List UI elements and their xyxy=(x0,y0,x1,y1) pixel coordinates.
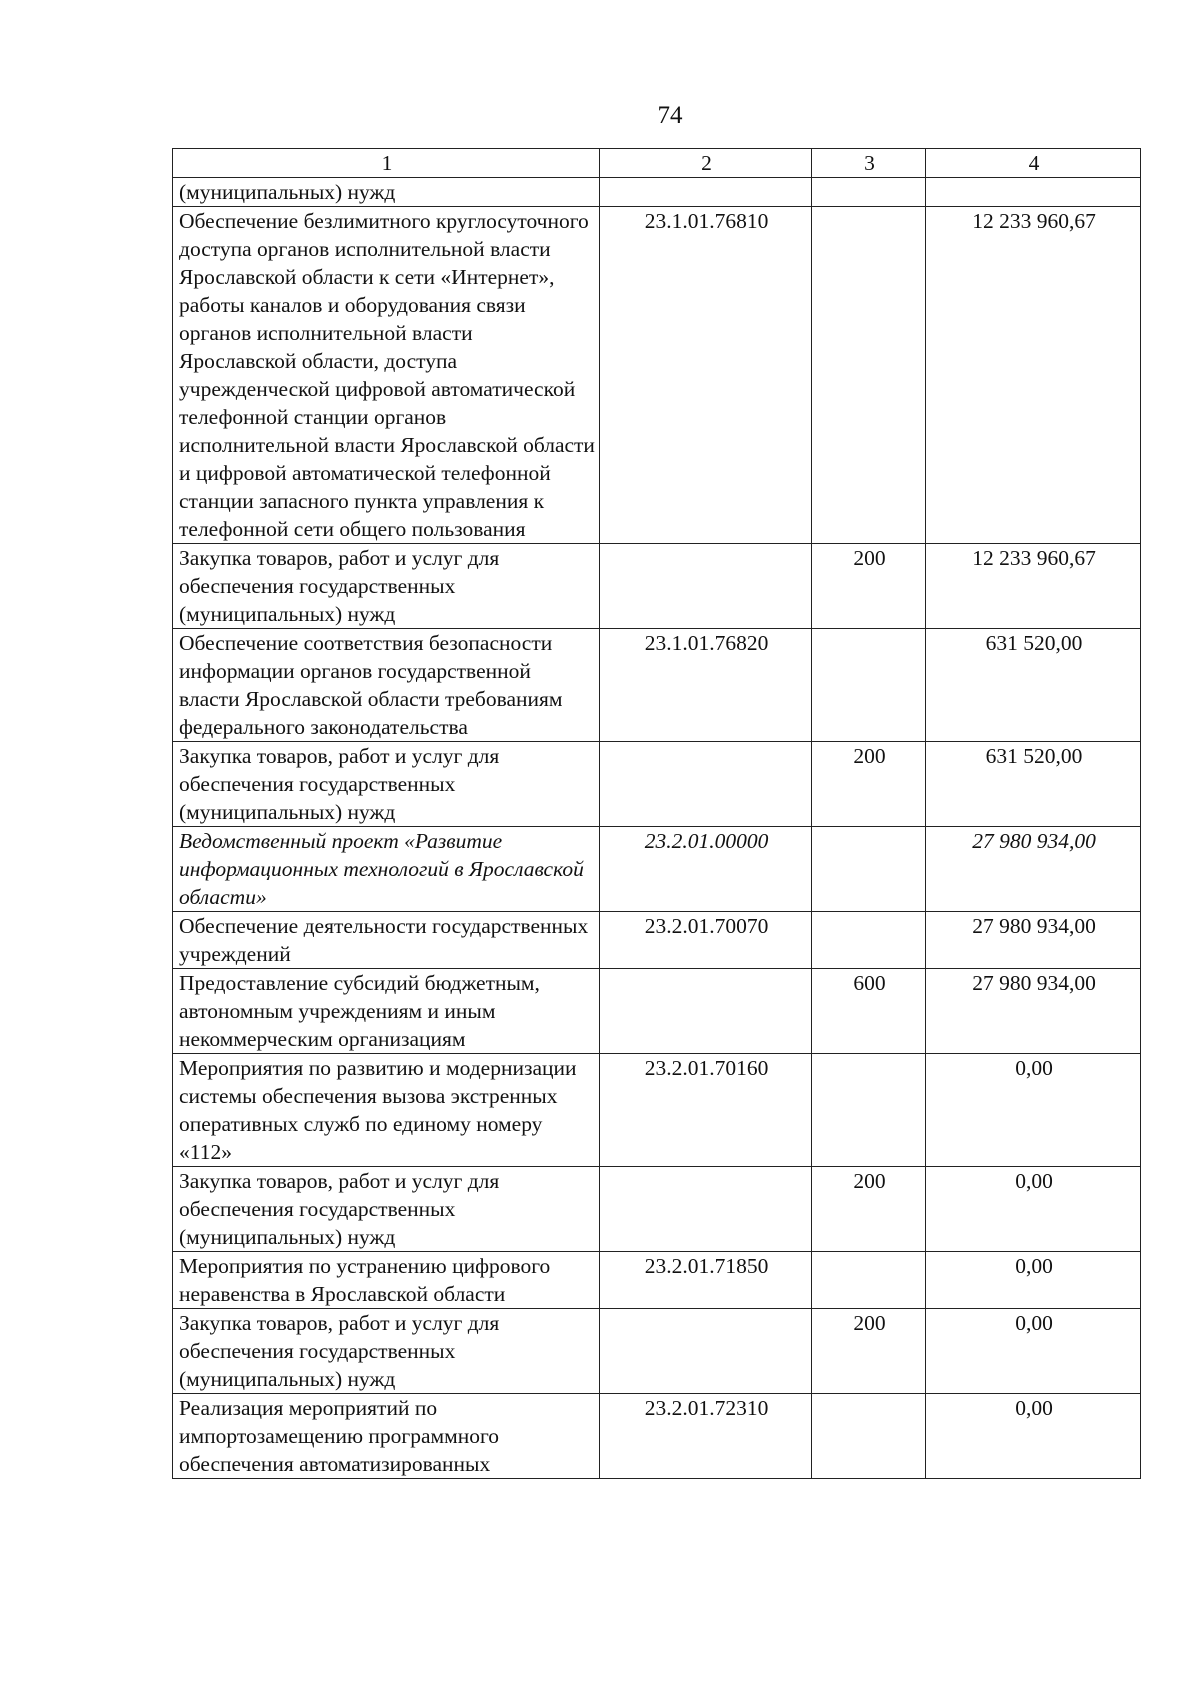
row-amount-cell: 27 980 934,00 xyxy=(926,969,1141,1054)
table-row xyxy=(173,1167,1141,1252)
table-row xyxy=(173,1394,1141,1479)
row-type-cell xyxy=(812,827,926,912)
row-amount-cell: 0,00 xyxy=(926,1252,1141,1309)
row-amount-cell: 12 233 960,67 xyxy=(926,544,1141,629)
row-name-cell: Закупка товаров, работ и услуг для обеспечения государственных (муниципальных) нужд xyxy=(173,544,600,629)
row-amount-cell: 27 980 934,00 xyxy=(926,912,1141,969)
table-row xyxy=(173,742,1141,827)
column-number-2: 2 xyxy=(600,149,812,178)
table-row xyxy=(173,207,1141,544)
row-amount-cell: 0,00 xyxy=(926,1167,1141,1252)
row-code-cell: 23.2.01.70070 xyxy=(600,912,812,969)
row-code-cell xyxy=(600,969,812,1054)
row-name-cell: Мероприятия по развитию и модернизации системы обеспечения вызова экстренных оперативных служб по единому номеру «112» xyxy=(173,1054,600,1167)
row-name-cell: Закупка товаров, работ и услуг для обеспечения государственных (муниципальных) нужд xyxy=(173,742,600,827)
row-type-cell xyxy=(812,912,926,969)
row-code-cell: 23.2.01.71850 xyxy=(600,1252,812,1309)
row-name-cell: Мероприятия по устранению цифрового неравенства в Ярославской области xyxy=(173,1252,600,1309)
page-number: 74 xyxy=(657,102,683,129)
row-name-cell: Ведомственный проект «Развитие информационных технологий в Ярославской области» xyxy=(173,827,600,912)
row-name-cell: Обеспечение безлимитного круглосуточного доступа органов исполнительной власти Ярославской области к сети «Интернет», работы каналов и оборудования связи органов исполнительной власти Ярославской области, доступа учрежденческой цифровой автоматической телефонной станции органов исполнительной власти Ярославской области и цифровой автоматической телефонной станции запасного пункта управления к телефонной сети общего пользования xyxy=(173,207,600,544)
table-row-project xyxy=(173,827,1141,912)
row-code-cell xyxy=(600,1167,812,1252)
row-type-cell xyxy=(812,178,926,207)
row-amount-cell: 27 980 934,00 xyxy=(926,827,1141,912)
column-number-1: 1 xyxy=(173,149,600,178)
row-code-cell: 23.2.01.72310 xyxy=(600,1394,812,1479)
table-row xyxy=(173,1309,1141,1394)
row-code-cell xyxy=(600,178,812,207)
table-header-row xyxy=(173,149,1141,178)
row-amount-cell: 0,00 xyxy=(926,1309,1141,1394)
row-code-cell: 23.2.01.00000 xyxy=(600,827,812,912)
table-row xyxy=(173,1252,1141,1309)
row-name-cell: (муниципальных) нужд xyxy=(173,178,600,207)
row-type-cell: 200 xyxy=(812,742,926,827)
table-row xyxy=(173,544,1141,629)
row-name-cell: Реализация мероприятий по импортозамещению программного обеспечения автоматизированных xyxy=(173,1394,600,1479)
row-code-cell: 23.1.01.76820 xyxy=(600,629,812,742)
row-code-cell xyxy=(600,742,812,827)
row-type-cell: 200 xyxy=(812,1167,926,1252)
row-type-cell xyxy=(812,629,926,742)
row-type-cell: 200 xyxy=(812,1309,926,1394)
table-row xyxy=(173,1054,1141,1167)
row-amount-cell: 631 520,00 xyxy=(926,742,1141,827)
table-row xyxy=(173,629,1141,742)
row-amount-cell xyxy=(926,178,1141,207)
table-row xyxy=(173,969,1141,1054)
column-number-3: 3 xyxy=(812,149,926,178)
row-name-cell: Закупка товаров, работ и услуг для обеспечения государственных (муниципальных) нужд xyxy=(173,1309,600,1394)
row-code-cell xyxy=(600,1309,812,1394)
table-row xyxy=(173,912,1141,969)
row-amount-cell: 631 520,00 xyxy=(926,629,1141,742)
row-type-cell: 200 xyxy=(812,544,926,629)
row-type-cell xyxy=(812,1054,926,1167)
row-type-cell xyxy=(812,207,926,544)
row-code-cell xyxy=(600,544,812,629)
row-name-cell: Обеспечение деятельности государственных учреждений xyxy=(173,912,600,969)
row-amount-cell: 0,00 xyxy=(926,1054,1141,1167)
row-name-cell: Обеспечение соответствия безопасности информации органов государственной власти Ярославской области требованиям федерального законодательства xyxy=(173,629,600,742)
row-type-cell xyxy=(812,1252,926,1309)
row-amount-cell: 12 233 960,67 xyxy=(926,207,1141,544)
row-name-cell: Закупка товаров, работ и услуг для обеспечения государственных (муниципальных) нужд xyxy=(173,1167,600,1252)
row-type-cell: 600 xyxy=(812,969,926,1054)
row-amount-cell: 0,00 xyxy=(926,1394,1141,1479)
row-code-cell: 23.1.01.76810 xyxy=(600,207,812,544)
row-code-cell: 23.2.01.70160 xyxy=(600,1054,812,1167)
table-row xyxy=(173,178,1141,207)
row-name-cell: Предоставление субсидий бюджетным, автономным учреждениям и иным некоммерческим организациям xyxy=(173,969,600,1054)
column-number-4: 4 xyxy=(926,149,1141,178)
row-type-cell xyxy=(812,1394,926,1479)
budget-table xyxy=(172,148,1141,1479)
